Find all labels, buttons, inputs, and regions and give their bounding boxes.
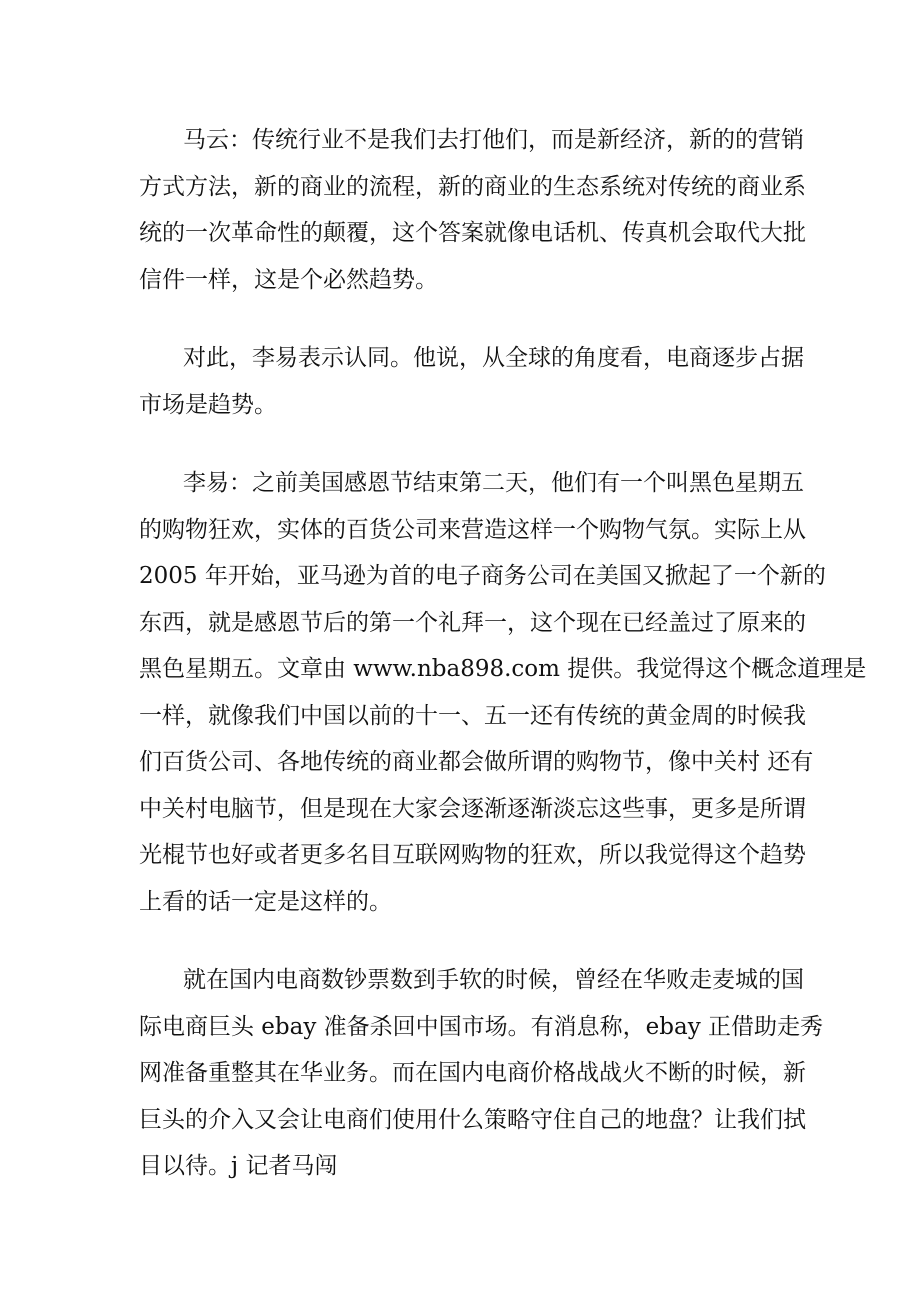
text-line: 方式方法，新的商业的流程，新的商业的生态系统对传统的商业系: [139, 173, 806, 200]
article-body: [139, 117, 867, 1190]
text-line: 2005 年开始，亚马逊为首的电子商务公司在美国又掀起了一个新的: [139, 563, 826, 589]
text-line: 目以待。j 记者马闯: [139, 1153, 338, 1179]
paragraph-gap: [139, 303, 789, 335]
text-line: 黑色星期五。文章由 www.nba898.com 提供。我觉得这个概念道理是: [139, 656, 867, 682]
text-line: 李易：之前美国感恩节结束第二天，他们有一个叫黑色星期五: [183, 470, 804, 496]
text-line: 东西，就是感恩节后的第一个礼拜一，这个现在已经盖过了原来的: [139, 609, 806, 636]
text-line: 们百货公司、各地传统的商业都会做所谓的购物节，像中关村 还有: [139, 749, 814, 775]
text-line: 际电商巨头 ebay 准备杀回中国市场。有消息称，ebay 正借助走秀: [139, 1013, 824, 1040]
paragraph-ebay-news: [139, 957, 824, 1190]
paragraph-li-yi-agrees: [139, 335, 804, 428]
text-line: 就在国内电商数钞票数到手软的时候，曾经在华败走麦城的国: [183, 967, 804, 993]
text-line: 光棍节也好或者更多名目互联网购物的狂欢，所以我觉得这个趋势: [139, 842, 806, 868]
paragraph-gap: [139, 925, 789, 957]
text-line: 市场是趋势。: [139, 391, 277, 418]
text-line: 的购物狂欢，实体的百货公司来营造这样一个购物气氛。实际上从: [139, 516, 806, 543]
text-line: 巨头的介入又会让电商们使用什么策略守住自己的地盘？让我们拭: [139, 1106, 806, 1133]
text-line: 马云：传统行业不是我们去打他们，而是新经济，新的的营销: [183, 127, 804, 153]
text-line: 对此，李易表示认同。他说，从全球的角度看，电商逐步占据: [183, 345, 804, 371]
text-line: 上看的话一定是这样的。: [139, 888, 392, 915]
text-line: 信件一样，这是个必然趋势。: [139, 266, 438, 293]
text-line: 统的一次革命性的颠覆，这个答案就像电话机、传真机会取代大批: [139, 220, 806, 246]
text-line: 网准备重整其在华业务。而在国内电商价格战战火不断的时候，新: [139, 1060, 806, 1086]
paragraph-ma-yun-quote: [139, 117, 806, 303]
paragraph-gap: [139, 428, 789, 460]
text-line: 中关村电脑节，但是现在大家会逐渐逐渐淡忘这些事，更多是所谓: [139, 795, 806, 822]
text-line: 一样，就像我们中国以前的十一、五一还有传统的黄金周的时候我: [139, 702, 806, 729]
paragraph-li-yi-quote: [139, 460, 867, 925]
